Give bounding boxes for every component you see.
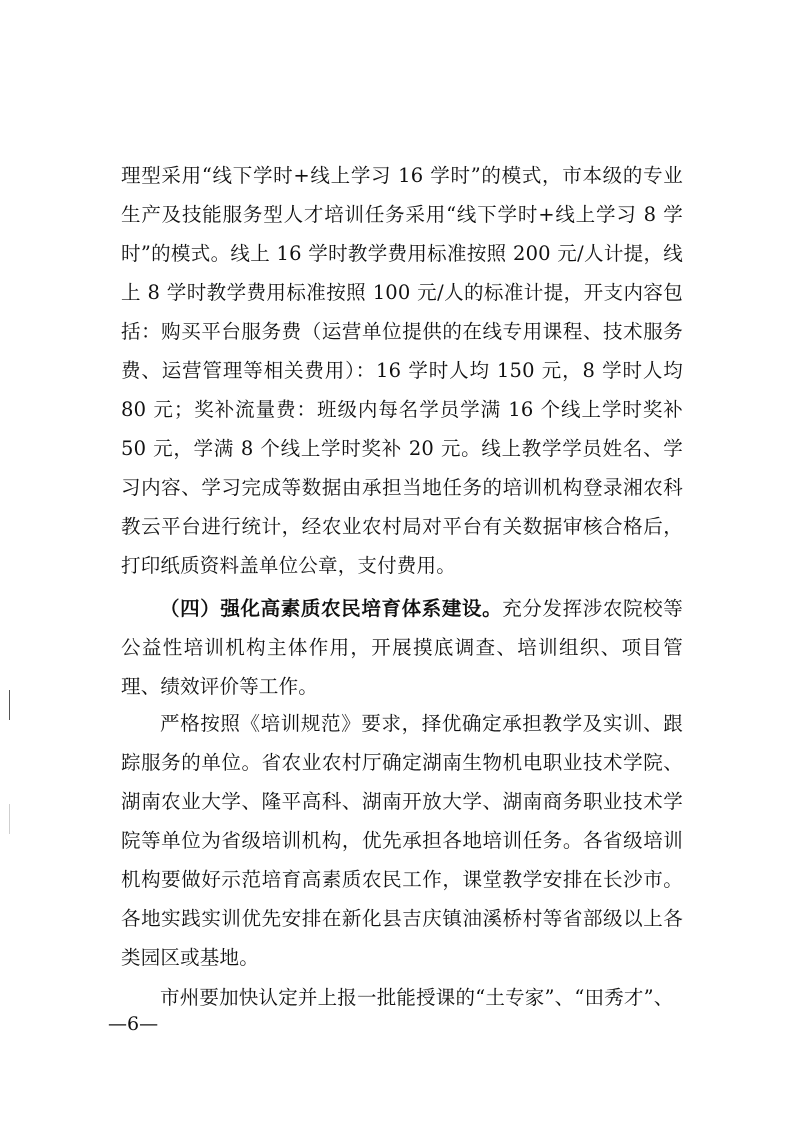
paragraph-training-institutions xyxy=(121,704,683,977)
paragraph-text: 市州要加快认定并上报一批能授课的“土专家”、“田秀才”、 xyxy=(160,986,674,1009)
paragraph-text: 严格按照《培训规范》要求，择优确定承担教学及实训、跟踪服务的单位。省农业农村厅确定湖南生物机电职业技术学院、湖南农业大学、隆平高科、湖南开放大学、湖南商务职业技术学院等单位为省级培训机构，优先承担各地培训任务。各省级培训机构要做好示范培育高素质农民工作，课堂教学安排在长沙市。各地实践实训优先安排在新化县吉庆镇油溪桥村等省部级以上各类园区或基地。 xyxy=(121,712,683,969)
paragraph-local-experts xyxy=(121,978,683,1017)
page-number: —6— xyxy=(108,1013,159,1035)
scan-artifact-line xyxy=(9,690,10,720)
scan-artifact-line xyxy=(9,804,10,834)
paragraph-training-system xyxy=(121,589,683,706)
section-heading: （四）强化高素质农民培育体系建设。 xyxy=(160,597,503,620)
paragraph-online-training-fees xyxy=(121,156,683,585)
paragraph-text: 充分发挥涉农院校等公益性培训机构主体作用，开展摸底调查、培训组织、项目管理、绩效评价等工作。 xyxy=(121,597,683,698)
paragraph-text: 理型采用“线下学时+线上学习 16 学时”的模式，市本级的专业生产及技能服务型人才培训任务采用“线下学时+线上学习 8 学时”的模式。线上 16 学时教学费用标准按照 200 元/人计提，线上 8 学时教学费用标准按照 100 元/人的标准计提，开支内容包括：购买平台服务费（运营单位提供的在线专用课程、技术服务费、运营管理等相关费用）：16 学时人均 150 元，8 学时人均 80 元；奖补流量费：班级内每名学员学满 16 个线上学时奖补 50 元，学满 8 个线上学时奖补 20 元。线上教学学员姓名、学习内容、学习完成等数据由承担当地任务的培训机构登录湘农科教云平台进行统计，经农业农村局对平台有关数据审核合格后，打印纸质资料盖单位公章，支付费用。 xyxy=(121,164,683,577)
